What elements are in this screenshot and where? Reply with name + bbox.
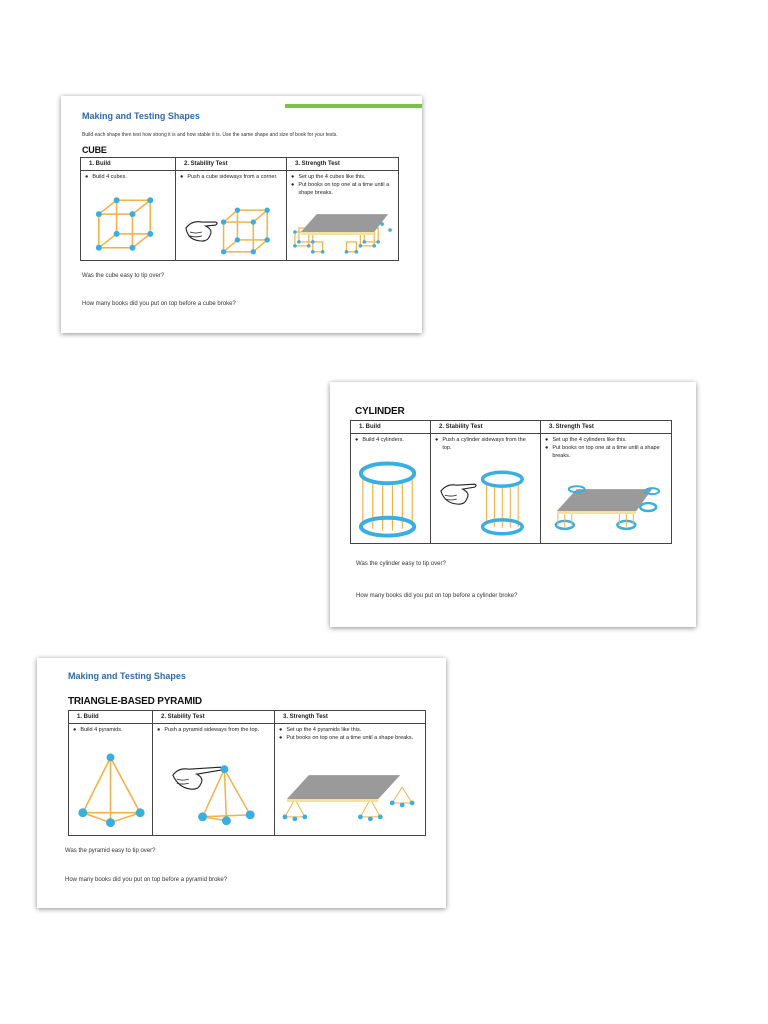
pyramid-test-table <box>68 710 426 836</box>
strength-instruction-2: Put books on top one at a time until a shape breaks. <box>552 444 660 459</box>
question-books: How many books did you put on top before a cube broke? <box>82 301 236 307</box>
header-build: 1. Build <box>69 711 153 724</box>
header-stability: 2. Stability Test <box>176 158 287 171</box>
cube-push-illustration <box>176 198 286 260</box>
stability-cell: ● Push a cube sideways from a corner. <box>176 171 287 261</box>
stability-instruction: Push a cube sideways from a corner. <box>187 174 278 180</box>
cube-worksheet-card <box>61 96 422 333</box>
question-tip-over: Was the cylinder easy to tip over? <box>356 561 446 567</box>
question-books: How many books did you put on top before a cylinder broke? <box>356 593 518 599</box>
strength-cell: ● Set up the 4 cylinders like this. ● Put books on top one at a time until a shape breaks. <box>541 434 672 544</box>
cube-illustration <box>81 190 175 260</box>
header-stability: 2. Stability Test <box>153 711 275 724</box>
header-strength: 3. Strength Test <box>541 421 672 434</box>
cylinder-push-illustration <box>431 465 540 543</box>
cube-test-table <box>80 157 399 261</box>
build-instruction: Build 4 cubes. <box>92 174 127 180</box>
build-cell: ● Build 4 cylinders. <box>351 434 431 544</box>
shape-heading-cylinder: CYLINDER <box>355 406 405 417</box>
cylinder-illustration <box>351 457 430 543</box>
shape-heading-pyramid: TRIANGLE-BASED PYRAMID <box>68 696 202 707</box>
build-cell: ● Build 4 pyramids. <box>69 724 153 836</box>
strength-instruction-1: Set up the 4 pyramids like this. <box>286 727 362 733</box>
question-tip-over: Was the cube easy to tip over? <box>82 273 165 279</box>
pyramid-illustration <box>69 745 152 835</box>
stability-instruction: Push a pyramid sideways from the top. <box>164 727 260 733</box>
shape-heading-cube: CUBE <box>82 145 107 155</box>
build-cell: ● Build 4 cubes. <box>81 171 176 261</box>
build-instruction: Build 4 pyramids. <box>80 727 123 733</box>
header-strength: 3. Strength Test <box>287 158 399 171</box>
cylinder-test-table <box>350 420 672 544</box>
worksheet-intro: Build each shape then test how strong it is and how stable it is. Use the same shape and size of book for your tests. <box>82 132 338 138</box>
build-instruction: Build 4 cylinders. <box>362 437 404 443</box>
question-tip-over: Was the pyramid easy to tip over? <box>65 848 156 854</box>
strength-cell: ● Set up the 4 cubes like this. ● Put books on top one at a time until a shape breaks. <box>287 171 399 261</box>
strength-cell: ● Set up the 4 pyramids like this. ● Put books on top one at a time until a shape breaks. <box>275 724 426 836</box>
strength-instruction-1: Set up the 4 cubes like this. <box>298 174 366 180</box>
pyramids-with-book-illustration <box>275 763 425 835</box>
cubes-with-book-illustration <box>287 202 398 260</box>
worksheet-title: Making and Testing Shapes <box>82 111 200 121</box>
pyramid-worksheet-card <box>37 658 446 908</box>
header-build: 1. Build <box>81 158 176 171</box>
stability-cell: ● Push a cylinder sideways from the top. <box>431 434 541 544</box>
header-build: 1. Build <box>351 421 431 434</box>
question-books: How many books did you put on top before a pyramid broke? <box>65 877 228 883</box>
header-stability: 2. Stability Test <box>431 421 541 434</box>
cylinder-worksheet-card <box>330 382 696 627</box>
worksheet-title: Making and Testing Shapes <box>68 671 186 681</box>
stability-cell: ● Push a pyramid sideways from the top. <box>153 724 275 836</box>
pyramid-push-illustration <box>153 751 274 835</box>
header-strength: 3. Strength Test <box>275 711 426 724</box>
cylinders-with-book-illustration <box>541 477 671 543</box>
strength-instruction-2: Put books on top one at a time until a shape breaks. <box>298 181 390 196</box>
strength-instruction-1: Set up the 4 cylinders like this. <box>552 437 627 443</box>
strength-instruction-2: Put books on top one at a time until a shape breaks. <box>286 734 414 741</box>
stability-instruction: Push a cylinder sideways from the top. <box>442 437 526 451</box>
accent-bar <box>285 104 422 108</box>
